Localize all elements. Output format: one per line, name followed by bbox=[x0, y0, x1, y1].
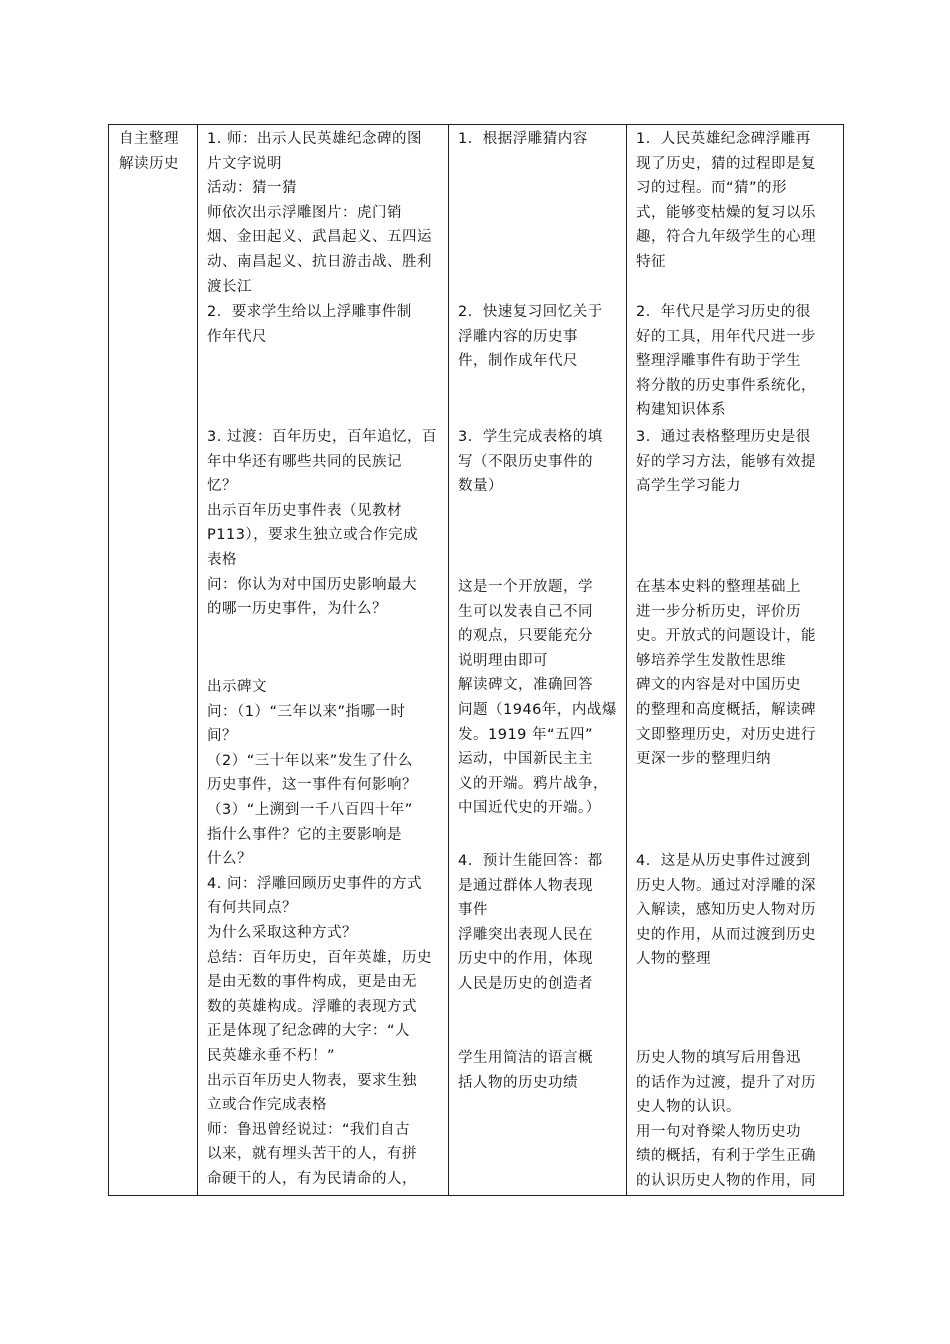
design-intent-2: 2．年代尺是学习历史的很 好的工具，用年代尺进一步 整理浮雕事件有助于学生 将分散的历史事件系统化， 构建知识体系 bbox=[636, 304, 816, 419]
student-activity-2: 2．快速复习回忆关于 浮雕内容的历史事 件，制作成年代尺 bbox=[458, 304, 603, 370]
student-activity-1: 1．根据浮雕猜内容 bbox=[458, 131, 588, 147]
teacher-activity-4: 出示碑文 问：（1）“三年以来”指哪一时 间？ （2）“三十年以来”发生了什么 历史事件，这一事件有何影响？ （3）“上溯到一千八百四十年” 指什么事件？它的主要影响是 什么？ 4. 问：浮雕回顾历史事件的方式 有何共同点？ 为什么采取这种方式？ 总结：百年历史，百年英雄，历史 是由无数的事件构成，更是由无 数的英雄构成。浮雕的表现方式 正是体现了纪念碑的大字：“人 民英雄永垂不朽！” 出示百年历史人物表，要求生独 立或合作完成表格 师：鲁迅曾经说过：“我们自古 以来，就有埋头苦干的人，有拼 命硬干的人，有为民请命的人， bbox=[207, 679, 432, 1187]
student-activity-5: 4．预计生能回答：都 是通过群体人物表现 事件 浮雕突出表现人民在 历史中的作用，体现 人民是历史的创造者 bbox=[458, 853, 603, 992]
student-activity-4: 这是一个开放题，学 生可以发表自己不同 的观点，只要能充分 说明理由即可 解读碑文，准确回答 问题（1946年，内战爆 发。1919 年“五四” 运动，中国新民主主 义的开端。鸦片战争， 中国近代史的开端。） bbox=[458, 579, 617, 817]
teacher-activity-3: 3. 过渡：百年历史，百年追忆，百 年中华还有哪些共同的民族记 忆？ 出示百年历史事件表（见教材 P113），要求生独立或合作完成 表格 问：你认为对中国历史影响最大 的哪一历史事件，为什么？ bbox=[207, 429, 437, 618]
student-activity-6: 学生用简洁的语言概 括人物的历史功绩 bbox=[458, 1050, 593, 1091]
lesson-plan-table bbox=[108, 124, 844, 1196]
stage-column bbox=[109, 125, 197, 1195]
stage-label: 自主整理 解读历史 bbox=[119, 131, 179, 172]
design-intent-4: 在基本史料的整理基础上 进一步分析历史，评价历 史。开放式的问题设计，能 够培养学生发散性思维 碑文的内容是对中国历史 的整理和高度概括，解读碑 文即整理历史，对历史进行 更深一步的整理归纳 bbox=[636, 579, 816, 768]
design-intent-column bbox=[628, 125, 843, 1195]
design-intent-3: 3．通过表格整理历史是很 好的学习方法，能够有效提 高学生学习能力 bbox=[636, 429, 816, 495]
teacher-activity-column bbox=[199, 125, 449, 1195]
teacher-activity-1: 1. 师：出示人民英雄纪念碑的图 片文字说明 活动：猜一猜 师依次出示浮雕图片：虎门销 烟、金田起义、武昌起义、五四运 动、南昌起义、抗日游击战、胜利 渡长江 bbox=[207, 131, 432, 295]
student-activity-3: 3．学生完成表格的填 写（不限历史事件的 数量） bbox=[458, 429, 603, 495]
column-divider bbox=[197, 125, 198, 1195]
teacher-activity-2: 2．要求学生给以上浮雕事件制 作年代尺 bbox=[207, 304, 412, 345]
student-activity-column bbox=[450, 125, 627, 1195]
design-intent-5: 4．这是从历史事件过渡到 历史人物。通过对浮雕的深 入解读，感知历史人物对历 史的作用，从而过渡到历史 人物的整理 bbox=[636, 853, 816, 968]
design-intent-6: 历史人物的填写后用鲁迅 的话作为过渡，提升了对历 史人物的认识。 用一句对脊梁人物历史功 绩的概括，有利于学生正确 的认识历史人物的作用，同 bbox=[636, 1050, 816, 1189]
design-intent-1: 1．人民英雄纪念碑浮雕再 现了历史，猜的过程即是复 习的过程。而“猜”的形 式，能够变枯燥的复习以乐 趣，符合九年级学生的心理 特征 bbox=[636, 131, 816, 270]
